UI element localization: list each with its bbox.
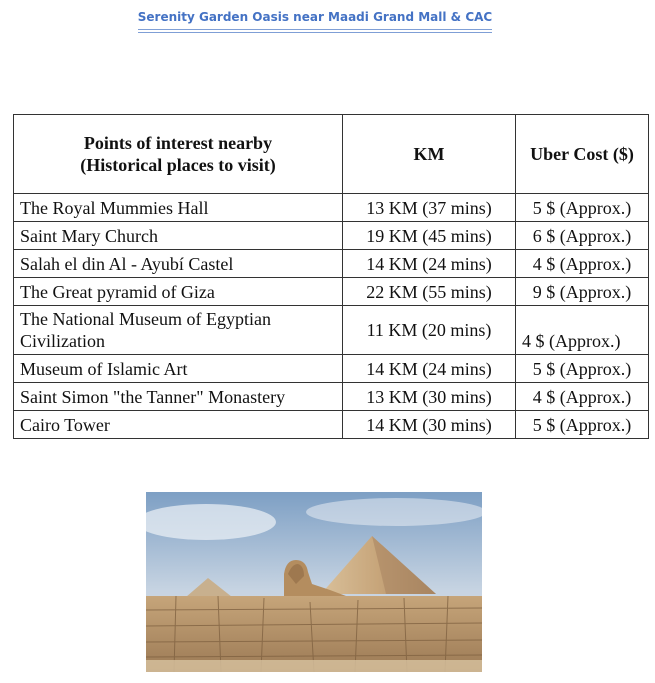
header-km: KM [343,115,516,194]
distance: 13 KM (37 mins) [343,194,516,222]
table-row [14,355,649,383]
table-row [14,306,649,355]
table-row [14,383,649,411]
uber-cost: 5 $ (Approx.) [516,411,649,439]
title-underline-secondary [138,32,492,33]
table-row [14,222,649,250]
table-row [14,278,649,306]
uber-cost: 4 $ (Approx.) [516,250,649,278]
place-name: The Royal Mummies Hall [14,194,343,222]
distance: 11 KM (20 mins) [343,306,516,355]
title-underline [138,29,492,30]
place-name: Saint Mary Church [14,222,343,250]
distance: 14 KM (24 mins) [343,250,516,278]
uber-cost: 4 $ (Approx.) [516,383,649,411]
header-places [14,115,343,194]
header-uber-cost: Uber Cost ($) [516,115,649,194]
table-row [14,194,649,222]
uber-cost: 6 $ (Approx.) [516,222,649,250]
sand [146,660,482,672]
uber-cost: 5 $ (Approx.) [516,194,649,222]
place-name: The National Museum of Egyptian Civilization [14,306,343,355]
uber-cost: 9 $ (Approx.) [516,278,649,306]
document-title: Serenity Garden Oasis near Maadi Grand Mall & CAC [137,10,493,24]
header-places-line2: (Historical places to visit) [80,155,276,175]
header-places-line1: Points of interest nearby [83,133,273,153]
place-name: Museum of Islamic Art [14,355,343,383]
distance: 14 KM (24 mins) [343,355,516,383]
place-name: Cairo Tower [14,411,343,439]
uber-cost: 4 $ (Approx.) [516,306,649,355]
table-header-row [14,115,649,194]
distance: 14 KM (30 mins) [343,411,516,439]
cloud [306,498,482,526]
sphinx-pyramids-photo [146,492,482,672]
points-of-interest-table [13,114,649,439]
distance: 13 KM (30 mins) [343,383,516,411]
place-name: Saint Simon "the Tanner" Monastery [14,383,343,411]
distance: 19 KM (45 mins) [343,222,516,250]
uber-cost: 5 $ (Approx.) [516,355,649,383]
distance: 22 KM (55 mins) [343,278,516,306]
table-row [14,250,649,278]
place-name: Salah el din Al - Ayubí Castel [14,250,343,278]
table-row [14,411,649,439]
place-name: The Great pyramid of Giza [14,278,343,306]
photo-illustration [146,492,482,672]
